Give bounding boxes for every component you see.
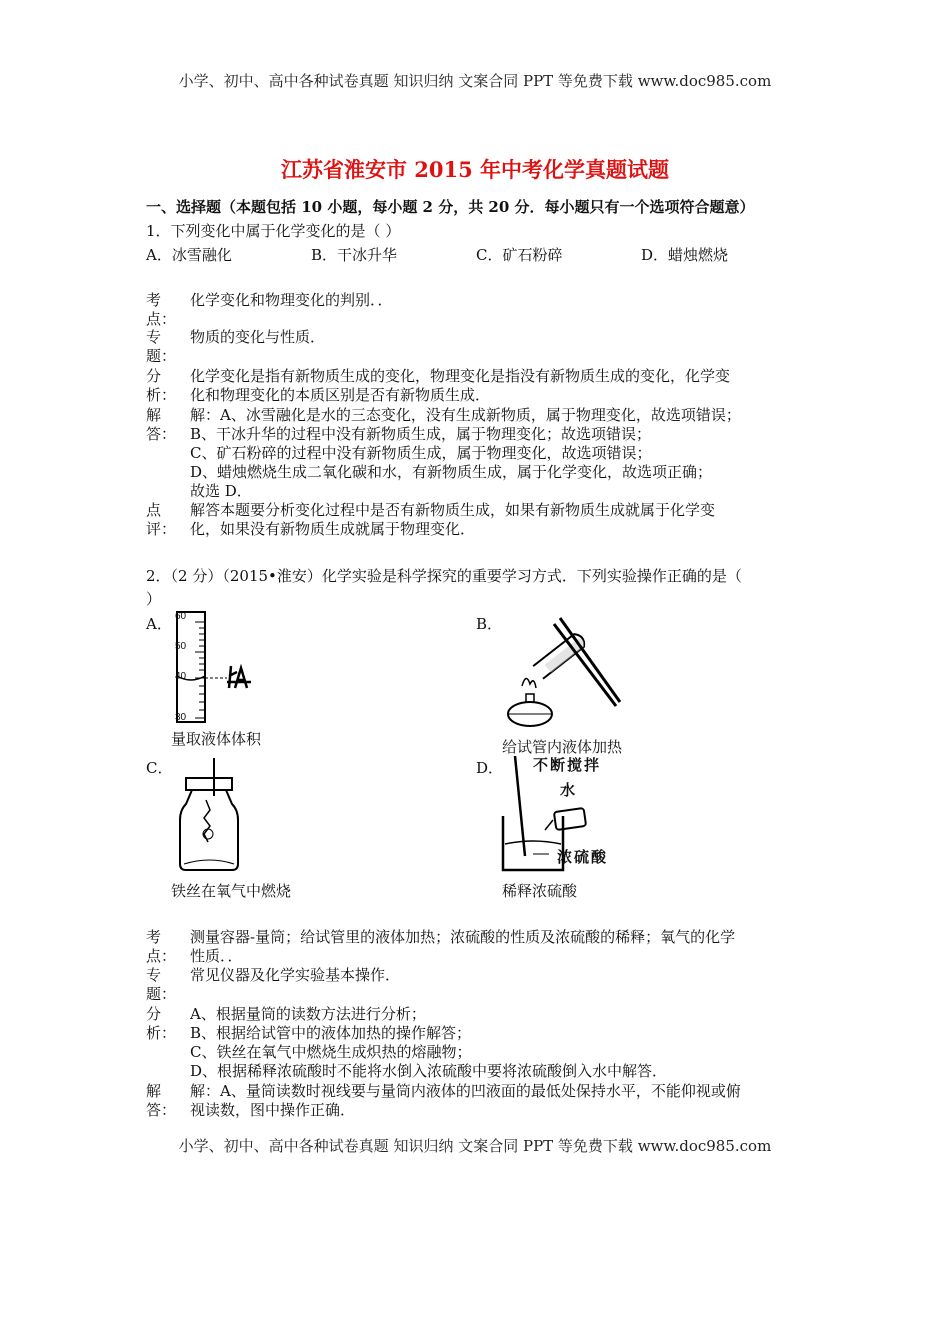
cylinder-tick-30: 30 bbox=[175, 712, 187, 723]
q1-fenxi-label-1: 分 bbox=[146, 367, 162, 385]
q2-fenxi-label-2: 析： bbox=[146, 1024, 177, 1042]
q1-kaodian-label-1: 考 bbox=[146, 291, 162, 309]
q1-fenxi-label-2: 析： bbox=[146, 386, 177, 404]
q1-kaodian-text: 化学变化和物理变化的判别．． bbox=[190, 291, 393, 309]
q2-jieda-text-2: 视读数，图中操作正确． bbox=[190, 1101, 356, 1119]
q2-kaodian-label-1: 考 bbox=[146, 928, 162, 946]
q1-dianping-label-2: 评： bbox=[146, 520, 177, 538]
q2-option-b-caption: 给试管内液体加热 bbox=[502, 738, 623, 756]
gas-bottle-figure bbox=[170, 756, 250, 876]
page-title: 江苏省淮安市 2015 年中考化学真题试题 bbox=[280, 157, 670, 182]
q1-kaodian-label-2: 点： bbox=[146, 310, 177, 328]
q1-fenxi-text-2: 化和物理变化的本质区别是否有新物质生成． bbox=[190, 386, 491, 404]
page-header: 小学、初中、高中各种试卷真题 知识归纳 文案合同 PPT 等免费下载 www.doc985.com bbox=[178, 72, 772, 90]
q1-zhuanti-text: 物质的变化与性质． bbox=[190, 328, 326, 346]
q2-fenxi-label-1: 分 bbox=[146, 1005, 162, 1023]
q1-zhuanti-label-2: 题： bbox=[146, 347, 177, 365]
q1-jieda-text-2: B、干冰升华的过程中没有新物质生成，属于物理变化；故选项错误； bbox=[190, 425, 652, 443]
page-footer: 小学、初中、高中各种试卷真题 知识归纳 文案合同 PPT 等免费下载 www.doc985.com bbox=[178, 1137, 772, 1155]
q2-jieda-label-2: 答： bbox=[146, 1101, 177, 1119]
q1-jieda-text-3: C、矿石粉碎的过程中没有新物质生成，属于物理变化，故选项错误； bbox=[190, 444, 652, 462]
q1-jieda-text-1: 解：A、冰雪融化是水的三态变化，没有生成新物质，属于物理变化，故选项错误； bbox=[190, 406, 741, 424]
q1-dianping-text-2: 化，如果没有新物质生成就属于物理变化． bbox=[190, 520, 476, 538]
q2-fenxi-text-3: C、铁丝在氧气中燃烧生成炽热的熔融物； bbox=[190, 1043, 472, 1061]
q2-option-a-label: A． bbox=[146, 615, 172, 633]
q2-kaodian-text-2: 性质．． bbox=[190, 947, 243, 965]
dilution-acid-label: 浓硫酸 bbox=[557, 848, 609, 866]
q2-stem: 2．（2 分）（2015•淮安）化学实验是科学探究的重要学习方式．下列实验操作正确的是（ bbox=[146, 567, 742, 585]
dilution-water-label: 水 bbox=[560, 781, 576, 799]
section-heading: 一、选择题（本题包括 10 小题，每小题 2 分，共 20 分．每小题只有一个选项符合题意） bbox=[146, 198, 755, 216]
q1-jieda-text-4: D、蜡烛燃烧生成二氧化碳和水，有新物质生成，属于化学变化，故选项正确； bbox=[190, 463, 713, 481]
q2-zhuanti-text: 常见仪器及化学实验基本操作． bbox=[190, 966, 401, 984]
q1-option-b: B．干冰升华 bbox=[311, 246, 398, 264]
q1-jieda-label-2: 答： bbox=[146, 425, 177, 443]
q2-jieda-label-1: 解 bbox=[146, 1082, 162, 1100]
q2-zhuanti-label-2: 题： bbox=[146, 985, 177, 1003]
test-tube-heating-figure bbox=[500, 610, 630, 734]
q2-fenxi-text-2: B、根据给试管中的液体加热的操作解答； bbox=[190, 1024, 472, 1042]
q2-jieda-text-1: 解：A、量筒读数时视线要与量筒内液体的凹液面的最低处保持水平，不能仰视或俯 bbox=[190, 1082, 741, 1100]
q2-option-d-caption: 稀释浓硫酸 bbox=[502, 882, 578, 900]
q1-zhuanti-label-1: 专 bbox=[146, 328, 162, 346]
q1-jieda-text-5: 故选 D． bbox=[190, 482, 252, 500]
q1-jieda-label-1: 解 bbox=[146, 406, 162, 424]
q1-fenxi-text-1: 化学变化是指有新物质生成的变化，物理变化是指没有新物质生成的变化，化学变 bbox=[190, 367, 731, 385]
q2-option-d-label: D． bbox=[476, 759, 504, 777]
q2-stem-end: ） bbox=[146, 590, 162, 608]
q1-option-a: A．冰雪融化 bbox=[146, 246, 232, 264]
q2-fenxi-text-1: A、根据量筒的读数方法进行分析； bbox=[190, 1005, 426, 1023]
cylinder-tick-60: 60 bbox=[175, 611, 187, 622]
q2-zhuanti-label-1: 专 bbox=[146, 966, 162, 984]
q1-dianping-text-1: 解答本题要分析变化过程中是否有新物质生成，如果有新物质生成就属于化学变 bbox=[190, 501, 716, 519]
q2-option-c-label: C． bbox=[146, 759, 173, 777]
q2-kaodian-label-2: 点： bbox=[146, 947, 177, 965]
q2-option-b-label: B． bbox=[476, 615, 503, 633]
dilution-stir-label: 不断搅拌 bbox=[533, 756, 602, 774]
cylinder-tick-40: 40 bbox=[175, 671, 187, 682]
q2-kaodian-text-1: 测量容器-量筒；给试管里的液体加热；浓硫酸的性质及浓硫酸的稀释；氧气的化学 bbox=[190, 928, 736, 946]
q1-dianping-label-1: 点 bbox=[146, 501, 162, 519]
cylinder-tick-50: 50 bbox=[175, 641, 187, 652]
q2-fenxi-text-4: D、根据稀释浓硫酸时不能将水倒入浓硫酸中要将浓硫酸倒入水中解答． bbox=[190, 1062, 668, 1080]
q1-option-c: C．矿石粉碎 bbox=[476, 246, 563, 264]
q2-option-a-caption: 量取液体体积 bbox=[171, 730, 262, 748]
q1-stem: 1．下列变化中属于化学变化的是（ ） bbox=[146, 222, 401, 240]
q2-option-c-caption: 铁丝在氧气中燃烧 bbox=[171, 882, 292, 900]
q1-option-d: D．蜡烛燃烧 bbox=[641, 246, 729, 264]
